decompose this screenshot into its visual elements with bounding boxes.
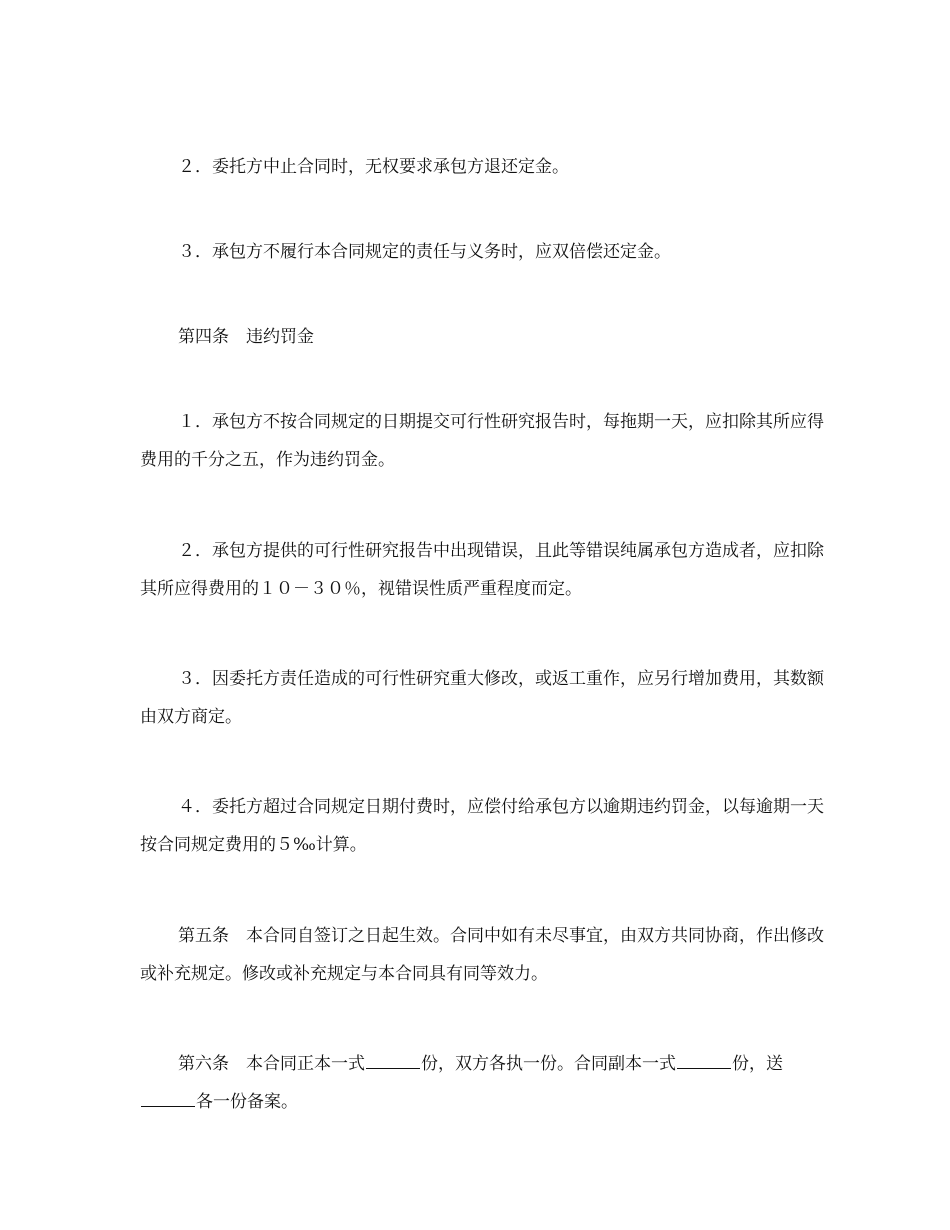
clause-2-report-errors: ２．承包方提供的可行性研究报告中出现错误，且此等错误纯属承包方造成者，应扣除其所应得费用的１０－３０％，视错误性质严重程度而定。 — [140, 541, 824, 599]
clause-3-major-revision: ３．因委托方责任造成的可行性研究重大修改，或返工重作，应另行增加费用，其数额由双方商定。 — [140, 669, 824, 727]
article-6-text-2: 份，双方各执一份。合同副本一式 — [421, 1054, 676, 1074]
clause-4-late-payment: ４．委托方超过合同规定日期付费时，应偿付给承包方以逾期违约罚金，以每逾期一天按合同规定费用的５‰计算。 — [140, 797, 824, 855]
article-6-text-3: 份，送 — [732, 1054, 783, 1074]
blank-duplicate-copies — [677, 1051, 731, 1069]
article-6-copies — [140, 1045, 830, 1121]
article-4-heading: 第四条 违约罚金 — [178, 327, 314, 347]
clause-2-deposit-forfeit: ２．委托方中止合同时，无权要求承包方退还定金。 — [178, 157, 569, 177]
blank-original-copies — [366, 1051, 420, 1069]
blank-recipient — [141, 1089, 195, 1107]
clause-3-double-deposit: ３．承包方不履行本合同规定的责任与义务时，应双倍偿还定金。 — [178, 242, 671, 262]
article-6-text-4: 各一份备案。 — [196, 1092, 298, 1112]
article-6-text-1: 第六条 本合同正本一式 — [178, 1054, 365, 1074]
article-5-effective: 第五条 本合同自签订之日起生效。合同中如有未尽事宜，由双方共同协商，作出修改或补充规定。修改或补充规定与本合同具有同等效力。 — [140, 926, 824, 984]
clause-1-late-report: １．承包方不按合同规定的日期提交可行性研究报告时，每拖期一天，应扣除其所应得费用的千分之五，作为违约罚金。 — [140, 412, 824, 470]
